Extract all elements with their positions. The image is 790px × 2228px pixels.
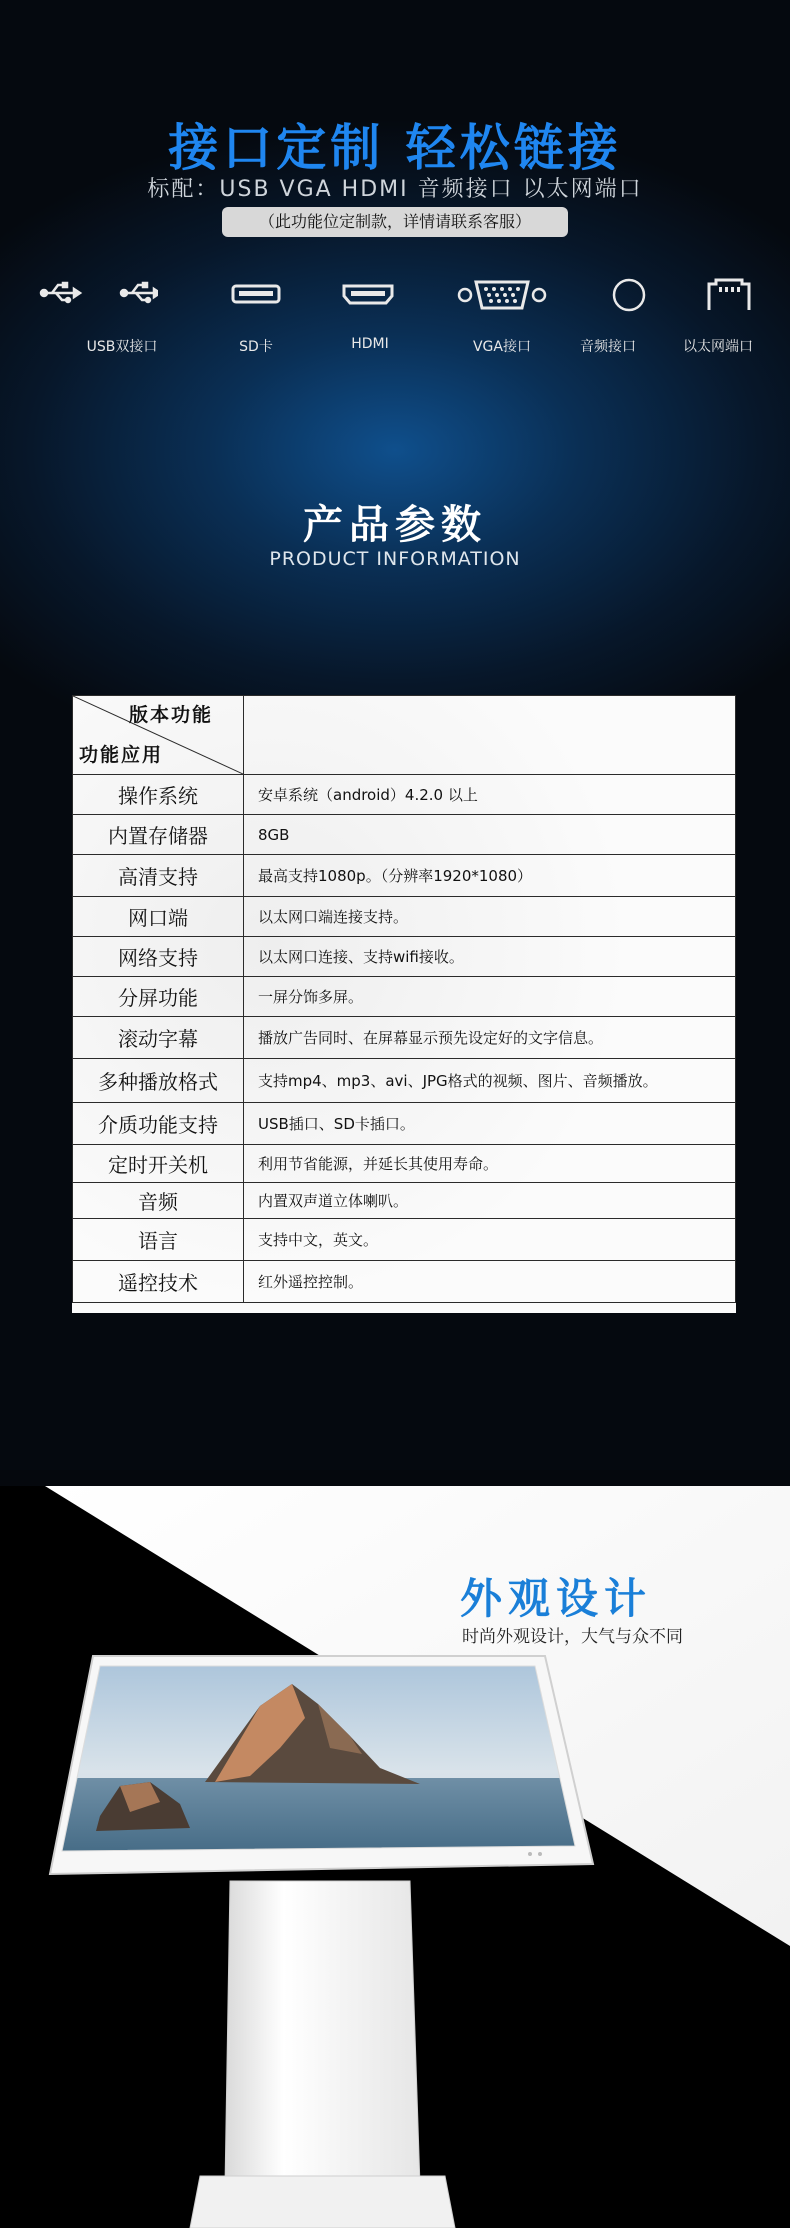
port-label-vga: VGA接口 — [472, 339, 531, 355]
row-key: 操作系统 — [73, 775, 244, 815]
row-value: 内置双声道立体喇叭。 — [244, 1183, 736, 1219]
port-label-sd: SD卡 — [239, 339, 273, 355]
header-version: 版本功能 — [129, 704, 214, 726]
custom-note-badge: （此功能位定制款，详情请联系客服） — [222, 207, 568, 237]
kiosk-product-image — [0, 1486, 790, 2228]
header-empty-cell — [244, 696, 736, 775]
row-value: 支持中文，英文。 — [244, 1219, 736, 1261]
ethernet-icon — [706, 278, 752, 316]
table-row — [73, 855, 736, 897]
row-key: 遥控技术 — [73, 1261, 244, 1303]
row-key: 滚动字幕 — [73, 1017, 244, 1059]
interface-subtitle: 标配：USB VGA HDMI 音频接口 以太网端口 — [147, 177, 643, 202]
row-key: 语言 — [73, 1219, 244, 1261]
row-value: 支持mp4、mp3、avi、JPG格式的视频、图片、音频播放。 — [244, 1059, 736, 1103]
table-row — [73, 977, 736, 1017]
row-value: 以太网口端连接支持。 — [244, 897, 736, 937]
row-key: 音频 — [73, 1183, 244, 1219]
port-list — [0, 270, 790, 370]
row-value: 一屏分饰多屏。 — [244, 977, 736, 1017]
row-key: 网口端 — [73, 897, 244, 937]
usb-icon — [38, 278, 158, 312]
row-key: 介质功能支持 — [73, 1103, 244, 1145]
table-header-diagonal — [73, 696, 244, 775]
row-value: 最高支持1080p。（分辨率1920*1080） — [244, 855, 736, 897]
row-key: 多种播放格式 — [73, 1059, 244, 1103]
spec-table — [72, 695, 736, 1313]
table-row — [73, 1059, 736, 1103]
row-key: 网络支持 — [73, 937, 244, 977]
params-title: 产品参数 — [303, 502, 487, 548]
row-value: 8GB — [244, 815, 736, 855]
header-function: 功能应用 — [79, 744, 164, 766]
row-value: 红外遥控控制。 — [244, 1261, 736, 1303]
interface-title: 接口定制 轻松链接 — [168, 119, 622, 177]
table-row — [73, 937, 736, 977]
port-label-hdmi: HDMI — [351, 336, 389, 352]
table-row — [73, 775, 736, 815]
row-value: 安卓系统（android）4.2.0 以上 — [244, 775, 736, 815]
table-row — [73, 897, 736, 937]
row-key: 内置存储器 — [73, 815, 244, 855]
table-row — [73, 1219, 736, 1261]
design-section — [0, 1486, 790, 2228]
sd-card-icon — [230, 278, 282, 312]
vga-icon — [456, 278, 548, 316]
table-row — [73, 1103, 736, 1145]
row-value: USB插口、SD卡插口。 — [244, 1103, 736, 1145]
row-key: 高清支持 — [73, 855, 244, 897]
row-value: 以太网口连接、支持wifi接收。 — [244, 937, 736, 977]
params-subtitle: PRODUCT INFORMATION — [269, 548, 521, 570]
row-value: 利用节省能源，并延长其使用寿命。 — [244, 1145, 736, 1183]
row-value: 播放广告同时、在屏幕显示预先设定好的文字信息。 — [244, 1017, 736, 1059]
design-title: 外观设计 — [460, 1574, 653, 1623]
row-key: 定时开关机 — [73, 1145, 244, 1183]
hdmi-icon — [341, 278, 395, 312]
row-key: 分屏功能 — [73, 977, 244, 1017]
design-subtitle: 时尚外观设计，大气与众不同 — [462, 1627, 683, 1647]
table-row — [73, 815, 736, 855]
table-row — [73, 1183, 736, 1219]
audio-jack-icon — [611, 278, 647, 316]
table-row — [73, 1017, 736, 1059]
table-row — [73, 1261, 736, 1303]
port-label-usb: USB双接口 — [86, 339, 158, 355]
port-label-audio: 音频接口 — [580, 339, 636, 355]
port-label-ethernet: 以太网端口 — [683, 339, 753, 355]
table-row — [73, 1145, 736, 1183]
